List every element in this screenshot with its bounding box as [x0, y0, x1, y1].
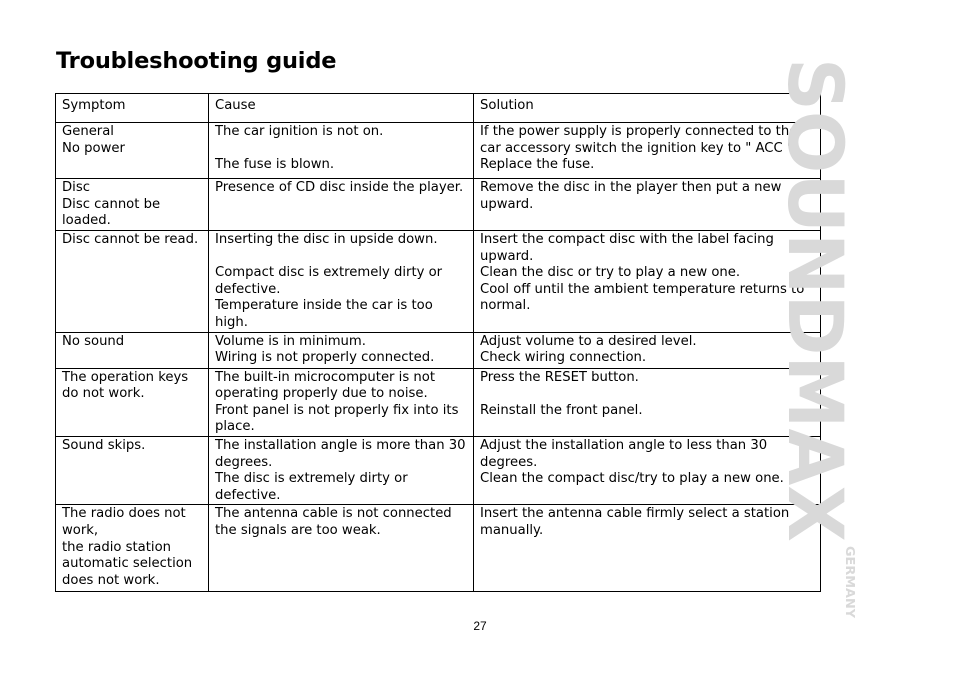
symptom-cell: General No power	[56, 123, 209, 179]
symptom-cell: No sound	[56, 332, 209, 368]
brand-logo	[771, 52, 928, 632]
cause-cell: Presence of CD disc inside the player.	[209, 179, 474, 231]
solution-cell: Adjust the installation angle to less than 30 degrees. Clean the compact disc/try to play a new one.	[474, 436, 821, 504]
solution-cell: If the power supply is properly connected to the car accessory switch the ignition key to " ACC ". Replace the fuse.	[474, 123, 821, 179]
table-row	[56, 231, 821, 333]
symptom-cell: Sound skips.	[56, 436, 209, 504]
header-symptom: Symptom	[56, 94, 209, 123]
solution-cell: Insert the antenna cable firmly select a station manually.	[474, 505, 821, 592]
cause-cell: The installation angle is more than 30 degrees. The disc is extremely dirty or defective.	[209, 436, 474, 504]
symptom-cell: The operation keys do not work.	[56, 368, 209, 436]
table-row	[56, 332, 821, 368]
cause-cell: Volume is in minimum. Wiring is not properly connected.	[209, 332, 474, 368]
header-solution: Solution	[474, 94, 821, 123]
symptom-cell: The radio does not work, the radio station automatic selection does not work.	[56, 505, 209, 592]
solution-cell: Insert the compact disc with the label facing upward. Clean the disc or try to play a new one. Cool off until the ambient temperature returns to normal.	[474, 231, 821, 333]
table-row	[56, 368, 821, 436]
symptom-cell: Disc Disc cannot be loaded.	[56, 179, 209, 231]
cause-cell: The car ignition is not on. The fuse is blown.	[209, 123, 474, 179]
symptom-cell: Disc cannot be read.	[56, 231, 209, 333]
solution-cell: Remove the disc in the player then put a new upward.	[474, 179, 821, 231]
brand-name: SOUNDMAX	[771, 58, 860, 559]
solution-cell: Press the RESET button. Reinstall the front panel.	[474, 368, 821, 436]
table-row	[56, 505, 821, 592]
solution-cell: Adjust volume to a desired level. Check wiring connection.	[474, 332, 821, 368]
page-number: 27	[473, 619, 487, 633]
brand-logo-graphic	[771, 52, 928, 632]
header-cause: Cause	[209, 94, 474, 123]
cause-cell: Inserting the disc in upside down. Compact disc is extremely dirty or defective. Temperature inside the car is too high.	[209, 231, 474, 333]
table-header-row	[56, 94, 821, 123]
brand-tagline: GERMANY	[843, 546, 857, 614]
cause-cell: The built-in microcomputer is not operating properly due to noise. Front panel is not properly fix into its place.	[209, 368, 474, 436]
cause-cell: The antenna cable is not connected the signals are too weak.	[209, 505, 474, 592]
troubleshooting-table	[55, 93, 821, 592]
table-row	[56, 179, 821, 231]
page-title: Troubleshooting guide	[56, 48, 337, 74]
table-row	[56, 123, 821, 179]
table-row	[56, 436, 821, 504]
